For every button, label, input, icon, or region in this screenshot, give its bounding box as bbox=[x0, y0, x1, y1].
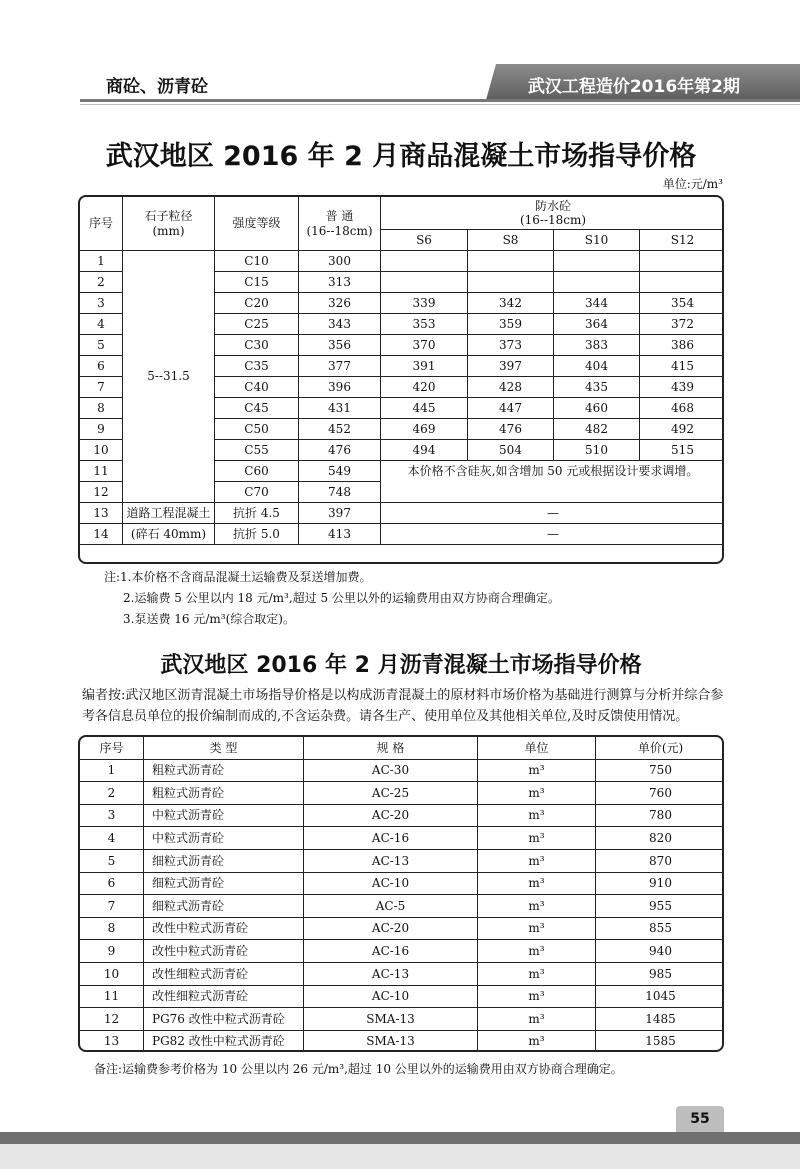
table-row bbox=[80, 827, 725, 850]
concrete-price-table bbox=[78, 195, 724, 564]
col-s12-header: S12 bbox=[640, 230, 725, 251]
cell-s6: 370 bbox=[381, 335, 468, 356]
waterproof-header-sub: (16--18cm) bbox=[519, 213, 587, 227]
cell-price: 985 bbox=[596, 962, 725, 985]
cell-spec: AC-13 bbox=[304, 962, 478, 985]
cell-s8: 397 bbox=[468, 356, 554, 377]
cell-normal: 377 bbox=[299, 356, 381, 377]
cell-road-sub: (碎石 40mm) bbox=[123, 524, 215, 545]
cell-normal: 396 bbox=[299, 377, 381, 398]
table-row bbox=[80, 1008, 725, 1031]
cell-normal: 452 bbox=[299, 419, 381, 440]
stone-header-unit: (mm) bbox=[152, 223, 185, 238]
cell-spec: AC-10 bbox=[304, 872, 478, 895]
col-type-header: 类 型 bbox=[144, 737, 304, 760]
cell-seq: 10 bbox=[80, 962, 144, 985]
col-seq-header: 序号 bbox=[80, 737, 144, 760]
header-rule-thin bbox=[80, 104, 800, 105]
asphalt-title: 武汉地区 2016 年 2 月沥青混凝土市场指导价格 bbox=[160, 653, 642, 678]
table-row bbox=[80, 804, 725, 827]
cell-s12: 386 bbox=[640, 335, 725, 356]
cell-unit: m³ bbox=[478, 1030, 596, 1052]
cell-unit: m³ bbox=[478, 827, 596, 850]
cell-seq: 5 bbox=[80, 335, 123, 356]
cell-price: 870 bbox=[596, 849, 725, 872]
cell-s10: 344 bbox=[554, 293, 640, 314]
cell-type: 细粒式沥青砼 bbox=[144, 849, 304, 872]
cell-type: 粗粒式沥青砼 bbox=[144, 759, 304, 782]
col-stone-header bbox=[123, 197, 215, 251]
cell-price: 1485 bbox=[596, 1008, 725, 1031]
cell-normal: 476 bbox=[299, 440, 381, 461]
cell-unit: m³ bbox=[478, 895, 596, 918]
cell-grade: C60 bbox=[215, 461, 299, 482]
cell-unit: m³ bbox=[478, 1008, 596, 1031]
table-row bbox=[80, 940, 725, 963]
table-row bbox=[80, 759, 725, 782]
stone-header-label: 石子粒径 bbox=[144, 209, 193, 224]
concrete-notes bbox=[104, 567, 560, 630]
cell-unit: m³ bbox=[478, 804, 596, 827]
cell-s8: 373 bbox=[468, 335, 554, 356]
cell-price: 820 bbox=[596, 827, 725, 850]
cell-spec: AC-25 bbox=[304, 782, 478, 805]
cell-unit: m³ bbox=[478, 872, 596, 895]
cell-grade: C10 bbox=[215, 251, 299, 272]
cell-seq: 6 bbox=[80, 356, 123, 377]
cell-seq: 5 bbox=[80, 849, 144, 872]
cell-price: 955 bbox=[596, 895, 725, 918]
editor-note: 编者按:武汉地区沥青混凝土市场指导价格是以构成沥青混凝土的原材料市场价格为基础进行测算与分析并综合参考各信息员单位的报价编制而成的,不含运杂费。请各生产、使用单位及其他相关单位,及时反馈使用情况。 bbox=[82, 688, 724, 724]
page-number: 55 bbox=[676, 1106, 724, 1132]
table-row bbox=[80, 1030, 725, 1052]
cell-grade: C40 bbox=[215, 377, 299, 398]
cell-seq: 2 bbox=[80, 272, 123, 293]
cell-seq: 14 bbox=[80, 524, 123, 545]
cell-type: 改性中粒式沥青砼 bbox=[144, 940, 304, 963]
cell-seq: 4 bbox=[80, 827, 144, 850]
cell-road-label: 道路工程混凝土 bbox=[123, 503, 215, 524]
cell-s12: 415 bbox=[640, 356, 725, 377]
cell-normal: 300 bbox=[299, 251, 381, 272]
cell-grade: C55 bbox=[215, 440, 299, 461]
cell-waterproof-dash: — bbox=[381, 524, 725, 545]
issue-title: 武汉工程造价2016年第2期 bbox=[527, 77, 740, 97]
note-line: 注:1.本价格不含商品混凝土运输费及泵送增加费。 bbox=[104, 570, 372, 584]
cell-s6 bbox=[381, 251, 468, 272]
table-row bbox=[80, 985, 725, 1008]
cell-type: 改性细粒式沥青砼 bbox=[144, 985, 304, 1008]
cell-seq: 8 bbox=[80, 398, 123, 419]
cell-grade: C30 bbox=[215, 335, 299, 356]
table-row bbox=[80, 917, 725, 940]
cell-seq: 12 bbox=[80, 1008, 144, 1031]
cell-unit: m³ bbox=[478, 985, 596, 1008]
cell-s8: 504 bbox=[468, 440, 554, 461]
cell-normal: 397 bbox=[299, 503, 381, 524]
cell-s12: 515 bbox=[640, 440, 725, 461]
cell-normal: 356 bbox=[299, 335, 381, 356]
cell-seq: 13 bbox=[80, 1030, 144, 1052]
cell-grade: C20 bbox=[215, 293, 299, 314]
cell-s6: 339 bbox=[381, 293, 468, 314]
cell-normal: 326 bbox=[299, 293, 381, 314]
cell-s8: 476 bbox=[468, 419, 554, 440]
cell-spec: AC-5 bbox=[304, 895, 478, 918]
cell-seq: 9 bbox=[80, 940, 144, 963]
table-row bbox=[80, 895, 725, 918]
cell-s10: 383 bbox=[554, 335, 640, 356]
table-row bbox=[80, 251, 725, 272]
cell-s8: 428 bbox=[468, 377, 554, 398]
col-grade-header: 强度等级 bbox=[215, 197, 299, 251]
cell-normal: 748 bbox=[299, 482, 381, 503]
cell-s12: 354 bbox=[640, 293, 725, 314]
cell-seq: 13 bbox=[80, 503, 123, 524]
cell-type: 细粒式沥青砼 bbox=[144, 895, 304, 918]
cell-spec: AC-30 bbox=[304, 759, 478, 782]
cell-price: 855 bbox=[596, 917, 725, 940]
cell-s10 bbox=[554, 272, 640, 293]
cell-s12: 468 bbox=[640, 398, 725, 419]
concrete-title: 武汉地区 2016 年 2 月商品混凝土市场指导价格 bbox=[105, 141, 697, 172]
cell-spec: SMA-13 bbox=[304, 1008, 478, 1031]
cell-waterproof-dash: — bbox=[381, 503, 725, 524]
col-price-header: 单价(元) bbox=[596, 737, 725, 760]
cell-spec: AC-16 bbox=[304, 940, 478, 963]
note-line: 2.运输费 5 公里以内 18 元/m³,超过 5 公里以外的运输费用由双方协商合理确定。 bbox=[123, 591, 560, 605]
cell-grade: C15 bbox=[215, 272, 299, 293]
col-spec-header: 规 格 bbox=[304, 737, 478, 760]
normal-header-sub: (16--18cm) bbox=[306, 223, 373, 238]
note-line: 3.泵送费 16 元/m³(综合取定)。 bbox=[123, 612, 295, 626]
cell-s10 bbox=[554, 251, 640, 272]
cell-s6: 391 bbox=[381, 356, 468, 377]
col-waterproof-header bbox=[381, 197, 725, 230]
cell-seq: 8 bbox=[80, 917, 144, 940]
cell-s8 bbox=[468, 272, 554, 293]
cell-grade: 抗折 4.5 bbox=[215, 503, 299, 524]
cell-s12: 439 bbox=[640, 377, 725, 398]
normal-header-label: 普 通 bbox=[325, 209, 354, 224]
col-seq-header: 序号 bbox=[80, 197, 123, 251]
cell-s10: 482 bbox=[554, 419, 640, 440]
silica-fume-note: 本价格不含硅灰,如含增加 50 元或根据设计要求调增。 bbox=[381, 461, 725, 503]
cell-spec: SMA-13 bbox=[304, 1030, 478, 1052]
cell-seq: 1 bbox=[80, 251, 123, 272]
header-rule bbox=[80, 99, 800, 102]
cell-s8 bbox=[468, 251, 554, 272]
cell-seq: 11 bbox=[80, 985, 144, 1008]
cell-seq: 12 bbox=[80, 482, 123, 503]
cell-s8: 447 bbox=[468, 398, 554, 419]
cell-normal: 343 bbox=[299, 314, 381, 335]
cell-price: 1585 bbox=[596, 1030, 725, 1052]
cell-s8: 342 bbox=[468, 293, 554, 314]
cell-grade: C70 bbox=[215, 482, 299, 503]
cell-s6: 353 bbox=[381, 314, 468, 335]
cell-type: 中粒式沥青砼 bbox=[144, 827, 304, 850]
cell-s12 bbox=[640, 251, 725, 272]
cell-price: 940 bbox=[596, 940, 725, 963]
cell-grade: C25 bbox=[215, 314, 299, 335]
cell-s6: 469 bbox=[381, 419, 468, 440]
cell-unit: m³ bbox=[478, 940, 596, 963]
table-row bbox=[80, 524, 725, 545]
cell-grade: 抗折 5.0 bbox=[215, 524, 299, 545]
cell-normal: 431 bbox=[299, 398, 381, 419]
cell-spec: AC-10 bbox=[304, 985, 478, 1008]
cell-price: 910 bbox=[596, 872, 725, 895]
cell-seq: 7 bbox=[80, 895, 144, 918]
cell-seq: 3 bbox=[80, 293, 123, 314]
col-s8-header: S8 bbox=[468, 230, 554, 251]
asphalt-price-table bbox=[78, 735, 724, 1052]
footer-bar bbox=[0, 1132, 800, 1144]
cell-s6: 445 bbox=[381, 398, 468, 419]
section-label: 商砼、沥青砼 bbox=[106, 77, 208, 97]
table-row bbox=[80, 872, 725, 895]
cell-price: 780 bbox=[596, 804, 725, 827]
cell-grade: C35 bbox=[215, 356, 299, 377]
cell-price: 1045 bbox=[596, 985, 725, 1008]
table-row bbox=[80, 503, 725, 524]
table-row bbox=[80, 782, 725, 805]
cell-s8: 359 bbox=[468, 314, 554, 335]
cell-spec: AC-20 bbox=[304, 917, 478, 940]
cell-type: PG82 改性中粒式沥青砼 bbox=[144, 1030, 304, 1052]
cell-spec: AC-16 bbox=[304, 827, 478, 850]
cell-seq: 6 bbox=[80, 872, 144, 895]
cell-s10: 364 bbox=[554, 314, 640, 335]
cell-seq: 3 bbox=[80, 804, 144, 827]
cell-s6 bbox=[381, 272, 468, 293]
waterproof-header-label: 防水砼 bbox=[534, 198, 571, 213]
cell-type: 细粒式沥青砼 bbox=[144, 872, 304, 895]
cell-type: 中粒式沥青砼 bbox=[144, 804, 304, 827]
cell-unit: m³ bbox=[478, 962, 596, 985]
cell-s12: 492 bbox=[640, 419, 725, 440]
table-row bbox=[80, 849, 725, 872]
cell-normal: 549 bbox=[299, 461, 381, 482]
cell-s6: 420 bbox=[381, 377, 468, 398]
cell-unit: m³ bbox=[478, 849, 596, 872]
col-s10-header: S10 bbox=[554, 230, 640, 251]
cell-unit: m³ bbox=[478, 917, 596, 940]
cell-type: PG76 改性中粒式沥青砼 bbox=[144, 1008, 304, 1031]
cell-seq: 10 bbox=[80, 440, 123, 461]
cell-s6: 494 bbox=[381, 440, 468, 461]
col-normal-header bbox=[299, 197, 381, 251]
cell-grade: C45 bbox=[215, 398, 299, 419]
cell-type: 改性细粒式沥青砼 bbox=[144, 962, 304, 985]
cell-s10: 404 bbox=[554, 356, 640, 377]
cell-s10: 510 bbox=[554, 440, 640, 461]
cell-seq: 11 bbox=[80, 461, 123, 482]
cell-type: 改性中粒式沥青砼 bbox=[144, 917, 304, 940]
cell-seq: 4 bbox=[80, 314, 123, 335]
cell-unit: m³ bbox=[478, 782, 596, 805]
cell-type: 粗粒式沥青砼 bbox=[144, 782, 304, 805]
unit-note: 单位:元/m³ bbox=[662, 177, 723, 191]
cell-seq: 1 bbox=[80, 759, 144, 782]
cell-seq: 2 bbox=[80, 782, 144, 805]
cell-s10: 460 bbox=[554, 398, 640, 419]
cell-grade: C50 bbox=[215, 419, 299, 440]
cell-normal: 313 bbox=[299, 272, 381, 293]
cell-unit: m³ bbox=[478, 759, 596, 782]
cell-price: 750 bbox=[596, 759, 725, 782]
col-s6-header: S6 bbox=[381, 230, 468, 251]
table-row bbox=[80, 962, 725, 985]
footer-band bbox=[0, 1144, 800, 1169]
cell-stone-size: 5--31.5 bbox=[123, 251, 215, 503]
cell-s12 bbox=[640, 272, 725, 293]
cell-spec: AC-20 bbox=[304, 804, 478, 827]
cell-price: 760 bbox=[596, 782, 725, 805]
cell-seq: 9 bbox=[80, 419, 123, 440]
cell-spec: AC-13 bbox=[304, 849, 478, 872]
cell-s10: 435 bbox=[554, 377, 640, 398]
col-unit-header: 单位 bbox=[478, 737, 596, 760]
asphalt-remark: 备注:运输费参考价格为 10 公里以内 26 元/m³,超过 10 公里以外的运输费用由双方协商合理确定。 bbox=[94, 1062, 623, 1076]
cell-seq: 7 bbox=[80, 377, 123, 398]
cell-s12: 372 bbox=[640, 314, 725, 335]
cell-normal: 413 bbox=[299, 524, 381, 545]
